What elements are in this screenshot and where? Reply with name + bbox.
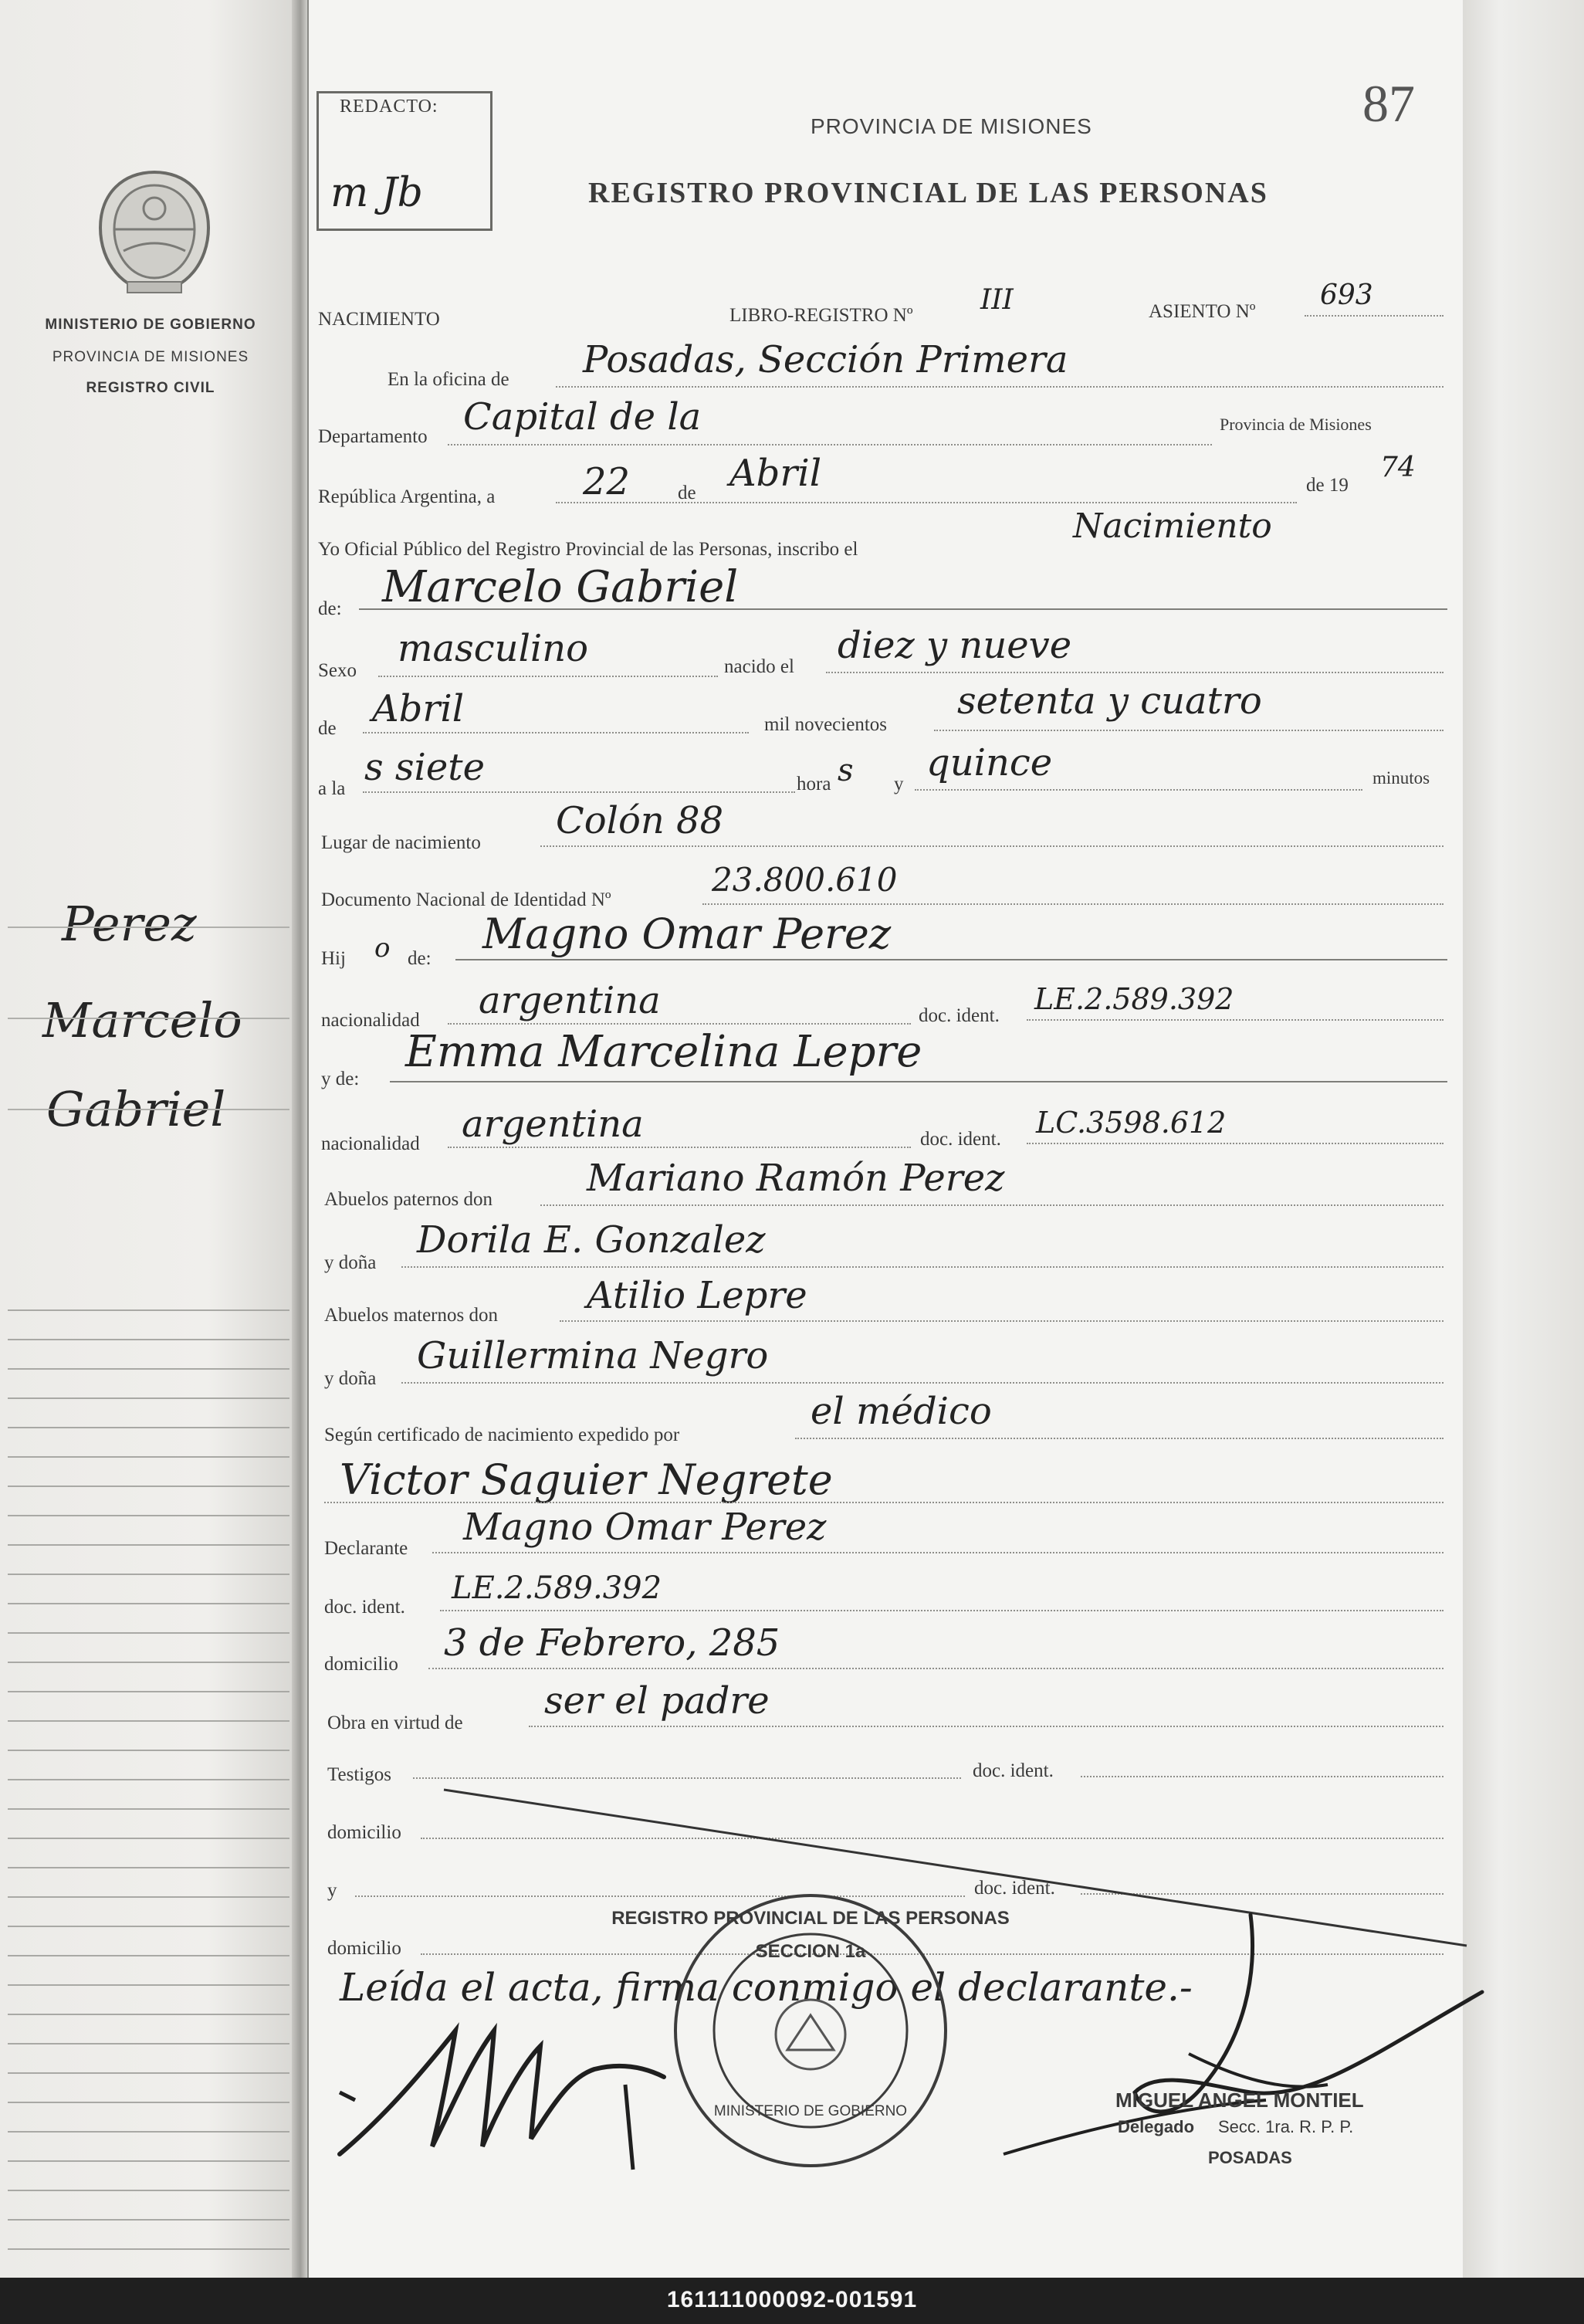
abuelos-pat-value: Mariano Ramón Perez	[587, 1157, 1005, 1200]
a-la-label: a la	[318, 778, 346, 799]
nacido-value: diez y nueve	[838, 624, 1072, 667]
domicilio-value: 3 de Febrero, 285	[444, 1621, 780, 1665]
testigos-doc-label: doc. ident.	[973, 1760, 1054, 1781]
hour-value: s siete	[364, 746, 485, 789]
redacto-initials: m Jb	[330, 170, 423, 216]
birth-month-label: de	[318, 718, 337, 739]
official-role: Secc. 1ra. R. P. P.	[1218, 2117, 1354, 2136]
mother-value: Emma Marcelina Lepre	[405, 1027, 922, 1077]
image-id-label: 161111000092-001591	[666, 2287, 918, 2312]
name-value: Marcelo Gabriel	[382, 562, 739, 612]
nacimiento-label: NACIMIENTO	[318, 309, 440, 330]
dni-label: Documento Nacional de Identidad Nº	[321, 889, 611, 910]
libro-value: III	[980, 284, 1014, 316]
ministry-line-2: PROVINCIA DE MISIONES	[52, 349, 249, 365]
nacido-label: nacido el	[724, 656, 794, 677]
declarante-label: Declarante	[324, 1538, 408, 1559]
dni-value: 23.800.610	[712, 861, 898, 899]
year-label: de 19	[1306, 475, 1349, 496]
margin-middle-name: Gabriel	[46, 1081, 226, 1137]
day-value: 22	[583, 460, 631, 503]
lugar-value: Colón 88	[556, 799, 724, 842]
registry-title: REGISTRO PROVINCIAL DE LAS PERSONAS	[588, 177, 1268, 209]
margin-first-name: Marcelo	[42, 992, 242, 1049]
declarante-value: Magno Omar Perez	[463, 1506, 827, 1549]
minutos-label: minutos	[1372, 768, 1430, 788]
page-number: 87	[1362, 74, 1415, 133]
abuelos-mat-value: Atilio Lepre	[587, 1274, 807, 1317]
hijo-suffix: o	[374, 933, 391, 964]
testigos-y-label: y	[327, 1880, 337, 1901]
horas-suffix: s	[838, 753, 854, 788]
certificado-label: Según certificado de nacimiento expedido por	[324, 1425, 680, 1445]
medico-value: Victor Saguier Negrete	[340, 1455, 833, 1504]
official-name: MIGUEL ANGEL MONTIEL	[1115, 2089, 1364, 2112]
hijo-de-label: de:	[408, 948, 432, 969]
abuelos-mat-label: Abuelos maternos don	[324, 1305, 498, 1326]
departamento-label: Departamento	[318, 426, 428, 447]
month-value: Abril	[729, 452, 822, 495]
provincia-label: Provincia de Misiones	[1220, 415, 1372, 434]
abuela-pat-value: Dorila E. Gonzalez	[417, 1218, 766, 1262]
asiento-value: 693	[1320, 279, 1373, 311]
sexo-label: Sexo	[318, 660, 357, 681]
de-name-label: de:	[318, 598, 342, 619]
redacto-label: REDACTO:	[340, 97, 438, 117]
sexo-value: masculino	[398, 627, 589, 670]
lugar-label: Lugar de nacimiento	[321, 832, 481, 853]
mother-nat-label: nacionalidad	[321, 1133, 420, 1154]
abuela-pat-label: y doña	[324, 1252, 377, 1273]
domicilio-label: domicilio	[324, 1654, 398, 1675]
abuelos-pat-label: Abuelos paternos don	[324, 1189, 493, 1210]
declarant-signature	[324, 2000, 710, 2170]
mil-label: mil novecientos	[764, 714, 887, 735]
asiento-label: ASIENTO Nº	[1149, 301, 1256, 322]
ministry-line-1: MINISTERIO DE GOBIERNO	[45, 317, 256, 333]
testigos-dom2-label: domicilio	[327, 1938, 401, 1959]
oficial-value: Nacimiento	[1073, 506, 1272, 546]
mother-doc-label: doc. ident.	[920, 1129, 1001, 1150]
year-value: 74	[1380, 452, 1416, 483]
mil-value: setenta y cuatro	[957, 679, 1262, 723]
abuela-mat-value: Guillermina Negro	[417, 1334, 769, 1377]
mother-doc-value: LC.3598.612	[1036, 1106, 1227, 1140]
oficina-value: Posadas, Sección Primera	[583, 338, 1068, 381]
de-label: de	[678, 483, 696, 503]
hijo-label: Hij	[321, 948, 346, 969]
y-de-label: y de:	[321, 1069, 360, 1089]
birth-month-value: Abril	[372, 687, 465, 730]
stamp-bottom-text: MINISTERIO DE GOBIERNO	[713, 2103, 908, 2119]
testigos-doc2-label: doc. ident.	[974, 1878, 1055, 1899]
decl-doc-label: doc. ident.	[324, 1597, 405, 1618]
stamp-inner-text: SECCION 1a	[755, 1941, 866, 1962]
father-doc-value: LE.2.589.392	[1034, 982, 1234, 1016]
y-label: y	[894, 774, 904, 794]
mother-nat-value: argentina	[462, 1103, 644, 1146]
father-nat-label: nacionalidad	[321, 1010, 420, 1031]
father-doc-label: doc. ident.	[919, 1005, 1000, 1026]
ministry-line-3: REGISTRO CIVIL	[86, 380, 215, 396]
margin-surname: Perez	[62, 896, 197, 952]
libro-label: LIBRO-REGISTRO Nº	[729, 305, 913, 326]
father-value: Magno Omar Perez	[482, 910, 892, 958]
decl-doc-value: LE.2.589.392	[452, 1570, 662, 1606]
testigos-dom-label: domicilio	[327, 1822, 401, 1843]
official-role-prefix: Delegado	[1118, 2117, 1195, 2136]
father-nat-value: argentina	[479, 979, 661, 1022]
closing-statement: Leída el acta, firma conmigo el declarante.-	[340, 1965, 1193, 2010]
testigos-label: Testigos	[327, 1764, 391, 1785]
province-heading: PROVINCIA DE MISIONES	[811, 114, 1092, 138]
obra-label: Obra en virtud de	[327, 1713, 463, 1733]
departamento-value: Capital de la	[463, 395, 702, 439]
certificado-value: el médico	[811, 1390, 992, 1433]
footer-bar	[0, 2278, 1584, 2324]
republica-label: República Argentina, a	[318, 486, 496, 507]
official-city: POSADAS	[1208, 2148, 1292, 2167]
obra-value: ser el padre	[544, 1679, 770, 1723]
oficial-label: Yo Oficial Público del Registro Provincial de las Personas, inscribo el	[318, 539, 858, 560]
abuela-mat-label: y doña	[324, 1368, 377, 1389]
oficina-label: En la oficina de	[388, 369, 509, 390]
stamp-outer-text: REGISTRO PROVINCIAL DE LAS PERSONAS	[611, 1908, 1010, 1929]
minutes-value: quince	[926, 741, 1053, 784]
horas-label: hora	[797, 774, 831, 794]
